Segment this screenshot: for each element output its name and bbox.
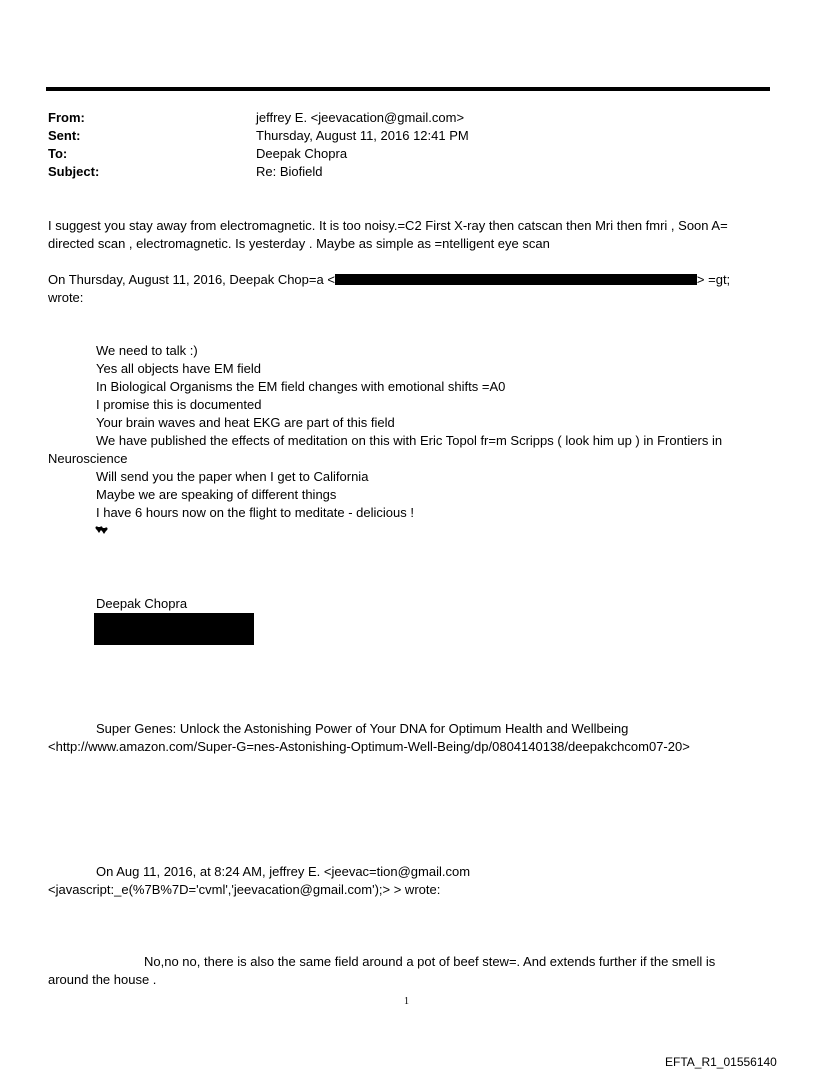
document-id: EFTA_R1_01556140 (665, 1055, 777, 1069)
quote-line: We need to talk :) (96, 343, 198, 358)
sent-label: Sent: (48, 128, 81, 143)
signature-name: Deepak Chopra (96, 596, 188, 611)
subject-label: Subject: (48, 164, 100, 179)
quote-line: Neuroscience (48, 451, 128, 466)
quote-line: Your brain waves and heat EKG are part of this field (96, 415, 395, 430)
quoted-wrote: wrote: (48, 290, 84, 305)
redaction-signature-block (94, 613, 254, 645)
quote-line: Maybe we are speaking of different things (96, 487, 337, 502)
earlier-message-line-1: On Aug 11, 2016, at 8:24 AM, jeffrey E. <jeevac=tion@gmail.com (96, 864, 471, 879)
stew-line-1: No,no no, there is also the same field around a pot of beef stew=. And extends further if the smell is (144, 954, 716, 969)
header-rule (46, 87, 770, 91)
stew-line-2: around the house . (48, 972, 157, 987)
quote-line: Will send you the paper when I get to California (96, 469, 369, 484)
to-label: To: (48, 146, 68, 161)
subject-value: Re: Biofield (256, 164, 323, 179)
quote-line: Yes all objects have EM field (96, 361, 262, 376)
quoted-header-end: > =gt; (696, 272, 731, 287)
reply-line-1: I suggest you stay away from electromagnetic. It is too noisy.=C2 First X-ray then catscan then Mri then fmri , Soon A= (48, 218, 728, 233)
quote-line: In Biological Organisms the EM field changes with emotional shifts =A0 (96, 379, 506, 394)
quoted-header-line (48, 272, 730, 287)
from-value: jeffrey E. <jeevacation@gmail.com> (256, 110, 465, 125)
quote-line: I promise this is documented (96, 397, 262, 412)
earlier-message-line-2: <javascript:_e(%7B%7D='cvml','jeevacation@gmail.com');> > wrote: (48, 882, 441, 897)
quote-line: I have 6 hours now on the flight to meditate - delicious ! (96, 505, 414, 520)
redaction-email (335, 274, 697, 285)
from-label: From: (48, 110, 85, 125)
reply-line-2: directed scan , electromagnetic. Is yesterday . Maybe as simple as =ntelligent eye scan (48, 236, 550, 251)
quote-line: We have published the effects of meditation on this with Eric Topol fr=m Scripps ( look him up ) in Frontiers in (96, 433, 723, 448)
book-url[interactable]: <http://www.amazon.com/Super-G=nes-Astonishing-Optimum-Well-Being/dp/0804140138/deepakchcom07-20> (48, 739, 690, 754)
book-title: Super Genes: Unlock the Astonishing Power of Your DNA for Optimum Health and Wellbeing (96, 721, 629, 736)
hearts-icon (95, 525, 109, 535)
quoted-header-start: On Thursday, August 11, 2016, Deepak Chop=a < (48, 272, 335, 287)
to-value: Deepak Chopra (256, 146, 348, 161)
sent-value: Thursday, August 11, 2016 12:41 PM (256, 128, 469, 143)
page-number: 1 (404, 996, 409, 1007)
